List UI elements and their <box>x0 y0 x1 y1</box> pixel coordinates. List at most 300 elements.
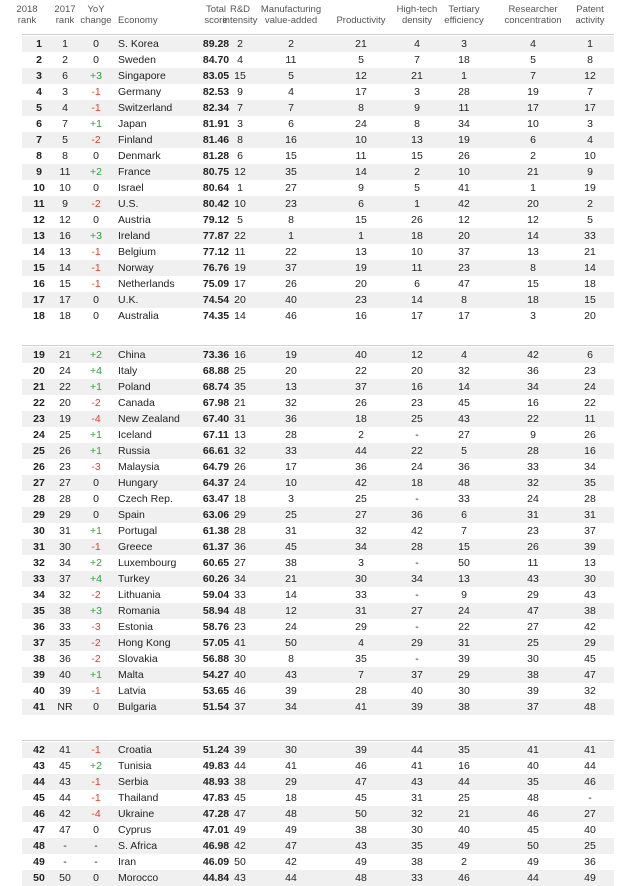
cell-manufacturing-value-added: 49 <box>285 824 297 836</box>
cell-total-score: 64.79 <box>202 461 230 473</box>
cell-tertiary-efficiency: 21 <box>458 808 470 820</box>
cell-yoy-change: 0 <box>93 872 99 884</box>
cell-rank-2017: 14 <box>59 262 71 274</box>
cell-patent-activity: 49 <box>584 872 596 884</box>
table-row <box>22 491 614 507</box>
cell-rank-2017: - <box>63 840 67 852</box>
cell-tertiary-efficiency: 28 <box>458 86 470 98</box>
header-economy-line2: Economy <box>118 15 158 26</box>
cell-manufacturing-value-added: 32 <box>285 397 297 409</box>
cell-yoy-change: +1 <box>90 118 102 130</box>
cell-researcher-concentration: 40 <box>527 760 539 772</box>
cell-patent-activity: 13 <box>584 557 596 569</box>
cell-rank-2017: 16 <box>59 230 71 242</box>
header-tertiary-efficiency-line2: efficiency <box>444 15 484 26</box>
header-total-score-line2: score <box>204 15 228 26</box>
cell-patent-activity: 29 <box>584 637 596 649</box>
cell-economy: Denmark <box>118 150 161 162</box>
cell-economy: Singapore <box>118 70 166 82</box>
cell-high-tech-density: 38 <box>411 856 423 868</box>
cell-researcher-concentration: 30 <box>527 653 539 665</box>
cell-rd-intensity: 33 <box>234 589 246 601</box>
cell-patent-activity: 45 <box>584 653 596 665</box>
cell-economy: Japan <box>118 118 147 130</box>
cell-rd-intensity: 46 <box>234 685 246 697</box>
cell-economy: U.K. <box>118 294 139 306</box>
cell-economy: Canada <box>118 397 155 409</box>
cell-rank-2017: 37 <box>59 573 71 585</box>
cell-manufacturing-value-added: 8 <box>288 214 294 226</box>
cell-researcher-concentration: 1 <box>530 182 536 194</box>
cell-tertiary-efficiency: 24 <box>458 605 470 617</box>
cell-rank-2017: 28 <box>59 493 71 505</box>
cell-rank-2017: 9 <box>62 198 68 210</box>
cell-rank-2017: 10 <box>59 182 71 194</box>
cell-rank-2017: 19 <box>59 413 71 425</box>
cell-economy: Cyprus <box>118 824 152 836</box>
cell-patent-activity: 3 <box>587 118 593 130</box>
cell-yoy-change: 0 <box>93 493 99 505</box>
cell-patent-activity: 47 <box>584 669 596 681</box>
cell-high-tech-density: - <box>415 621 419 633</box>
cell-patent-activity: 37 <box>584 525 596 537</box>
cell-tertiary-efficiency: 27 <box>458 429 470 441</box>
cell-rank-2017: 18 <box>59 310 71 322</box>
cell-rd-intensity: 32 <box>234 445 246 457</box>
cell-rd-intensity: 10 <box>234 198 246 210</box>
header-researcher-concentration-line2: concentration <box>504 15 562 26</box>
cell-rd-intensity: 35 <box>234 381 246 393</box>
cell-productivity: 40 <box>355 349 367 361</box>
cell-rank-2017: 4 <box>62 102 68 114</box>
cell-rd-intensity: 21 <box>234 397 246 409</box>
cell-rd-intensity: 6 <box>237 150 243 162</box>
cell-productivity: 48 <box>355 872 367 884</box>
cell-rank-2017: 36 <box>59 653 71 665</box>
cell-productivity: 27 <box>355 509 367 521</box>
cell-researcher-concentration: 49 <box>527 856 539 868</box>
cell-total-score: 51.54 <box>202 701 230 713</box>
cell-rank-2017: 20 <box>59 397 71 409</box>
cell-total-score: 47.28 <box>202 808 230 820</box>
table-row <box>22 196 614 212</box>
cell-total-score: 80.75 <box>202 166 230 178</box>
cell-rank-2018: 2 <box>36 54 42 66</box>
cell-rank-2018: 47 <box>33 824 45 836</box>
cell-tertiary-efficiency: 44 <box>458 776 470 788</box>
cell-manufacturing-value-added: 37 <box>285 262 297 274</box>
cell-researcher-concentration: 35 <box>527 776 539 788</box>
cell-economy: Finland <box>118 134 153 146</box>
cell-manufacturing-value-added: 8 <box>288 653 294 665</box>
cell-rank-2018: 18 <box>33 310 45 322</box>
cell-researcher-concentration: 47 <box>527 605 539 617</box>
cell-researcher-concentration: 18 <box>527 294 539 306</box>
cell-rank-2017: 32 <box>59 589 71 601</box>
table-row <box>22 100 614 116</box>
table-row <box>22 838 614 854</box>
cell-rd-intensity: 44 <box>234 760 246 772</box>
cell-tertiary-efficiency: 49 <box>458 840 470 852</box>
cell-high-tech-density: - <box>415 557 419 569</box>
cell-researcher-concentration: 32 <box>527 477 539 489</box>
cell-economy: Russia <box>118 445 151 457</box>
cell-high-tech-density: 40 <box>411 685 423 697</box>
cell-productivity: 2 <box>358 429 364 441</box>
cell-patent-activity: 42 <box>584 621 596 633</box>
cell-productivity: 44 <box>355 445 367 457</box>
cell-manufacturing-value-added: 17 <box>285 461 297 473</box>
cell-rd-intensity: 30 <box>234 653 246 665</box>
cell-yoy-change: 0 <box>93 701 99 713</box>
cell-manufacturing-value-added: 44 <box>285 872 297 884</box>
cell-high-tech-density: 33 <box>411 872 423 884</box>
table-row <box>22 507 614 523</box>
cell-rank-2018: 6 <box>36 118 42 130</box>
cell-rank-2018: 43 <box>33 760 45 772</box>
cell-rank-2018: 15 <box>33 262 45 274</box>
cell-productivity: 1 <box>358 230 364 242</box>
cell-economy: Thailand <box>118 792 159 804</box>
cell-productivity: 32 <box>355 525 367 537</box>
table-row <box>22 790 614 806</box>
cell-patent-activity: 22 <box>584 397 596 409</box>
cell-manufacturing-value-added: 23 <box>285 198 297 210</box>
cell-rank-2017: 41 <box>59 744 71 756</box>
cell-economy: Iran <box>118 856 137 868</box>
table-row <box>22 683 614 699</box>
cell-total-score: 63.06 <box>202 509 230 521</box>
cell-patent-activity: 40 <box>584 824 596 836</box>
cell-patent-activity: 4 <box>587 134 593 146</box>
cell-rank-2017: 42 <box>59 808 71 820</box>
cell-productivity: 29 <box>355 621 367 633</box>
cell-yoy-change: +1 <box>90 525 102 537</box>
cell-high-tech-density: 25 <box>411 413 423 425</box>
cell-rd-intensity: 23 <box>234 621 246 633</box>
cell-rd-intensity: 15 <box>234 70 246 82</box>
cell-rd-intensity: 39 <box>234 744 246 756</box>
cell-researcher-concentration: 33 <box>527 461 539 473</box>
cell-researcher-concentration: 9 <box>530 429 536 441</box>
cell-patent-activity: 2 <box>587 198 593 210</box>
cell-rank-2018: 26 <box>33 461 45 473</box>
cell-productivity: 24 <box>355 118 367 130</box>
cell-rd-intensity: 42 <box>234 840 246 852</box>
cell-rank-2018: 35 <box>33 605 45 617</box>
cell-productivity: 10 <box>355 134 367 146</box>
cell-productivity: 17 <box>355 86 367 98</box>
cell-tertiary-efficiency: 39 <box>458 653 470 665</box>
cell-high-tech-density: 14 <box>411 294 423 306</box>
cell-economy: Ireland <box>118 230 151 242</box>
cell-rank-2017: 1 <box>62 38 68 50</box>
cell-high-tech-density: 20 <box>411 365 423 377</box>
table-row <box>22 555 614 571</box>
cell-manufacturing-value-added: 2 <box>288 38 294 50</box>
cell-economy: Latvia <box>118 685 147 697</box>
cell-rd-intensity: 37 <box>234 701 246 713</box>
cell-total-score: 68.88 <box>202 365 230 377</box>
cell-tertiary-efficiency: 4 <box>461 349 467 361</box>
cell-productivity: 35 <box>355 653 367 665</box>
cell-economy: Turkey <box>118 573 150 585</box>
cell-tertiary-efficiency: 30 <box>458 685 470 697</box>
cell-patent-activity: 27 <box>584 808 596 820</box>
cell-manufacturing-value-added: 27 <box>285 182 297 194</box>
cell-researcher-concentration: 24 <box>527 493 539 505</box>
cell-tertiary-efficiency: 25 <box>458 792 470 804</box>
cell-manufacturing-value-added: 4 <box>288 86 294 98</box>
cell-patent-activity: 9 <box>587 166 593 178</box>
cell-yoy-change: +2 <box>90 557 102 569</box>
table-row <box>22 148 614 164</box>
cell-total-score: 47.01 <box>202 824 230 836</box>
cell-rd-intensity: 1 <box>237 182 243 194</box>
cell-total-score: 77.87 <box>202 230 230 242</box>
cell-patent-activity: 33 <box>584 230 596 242</box>
cell-rank-2017: NR <box>57 701 73 713</box>
cell-total-score: 63.47 <box>202 493 230 505</box>
cell-rank-2018: 50 <box>33 872 45 884</box>
cell-rank-2018: 24 <box>33 429 45 441</box>
cell-total-score: 54.27 <box>202 669 230 681</box>
cell-total-score: 80.64 <box>202 182 230 194</box>
table-row <box>22 619 614 635</box>
cell-high-tech-density: - <box>415 589 419 601</box>
cell-tertiary-efficiency: 9 <box>461 589 467 601</box>
cell-rank-2018: 37 <box>33 637 45 649</box>
cell-rank-2017: 7 <box>62 118 68 130</box>
cell-rd-intensity: 49 <box>234 824 246 836</box>
cell-patent-activity: 24 <box>584 381 596 393</box>
cell-yoy-change: +1 <box>90 429 102 441</box>
cell-rd-intensity: 34 <box>234 573 246 585</box>
cell-manufacturing-value-added: 10 <box>285 477 297 489</box>
table-row <box>22 822 614 838</box>
cell-manufacturing-value-added: 42 <box>285 856 297 868</box>
header-rd-intensity-line1: R&D <box>229 4 251 15</box>
cell-total-score: 83.05 <box>202 70 230 82</box>
cell-productivity: 18 <box>355 413 367 425</box>
cell-rank-2018: 44 <box>33 776 45 788</box>
cell-total-score: 75.09 <box>202 278 230 290</box>
table-row <box>22 699 614 715</box>
cell-rank-2017: 45 <box>59 760 71 772</box>
cell-manufacturing-value-added: 7 <box>288 102 294 114</box>
table-row <box>22 651 614 667</box>
table-row <box>22 571 614 587</box>
cell-economy: Tunisia <box>118 760 152 772</box>
cell-tertiary-efficiency: 38 <box>458 701 470 713</box>
cell-economy: Bulgaria <box>118 701 157 713</box>
header-rank-2017-line2: rank <box>55 15 75 26</box>
cell-productivity: 15 <box>355 214 367 226</box>
cell-total-score: 60.26 <box>202 573 230 585</box>
table-row <box>22 52 614 68</box>
cell-tertiary-efficiency: 47 <box>458 278 470 290</box>
cell-tertiary-efficiency: 13 <box>458 573 470 585</box>
cell-high-tech-density: 30 <box>411 824 423 836</box>
cell-tertiary-efficiency: 20 <box>458 230 470 242</box>
cell-rd-intensity: 28 <box>234 525 246 537</box>
cell-total-score: 73.36 <box>202 349 230 361</box>
cell-total-score: 67.98 <box>202 397 230 409</box>
cell-rd-intensity: 43 <box>234 872 246 884</box>
table-row <box>22 68 614 84</box>
cell-rank-2017: 21 <box>59 349 71 361</box>
table-row <box>22 635 614 651</box>
cell-rank-2017: 12 <box>59 214 71 226</box>
cell-total-score: 68.74 <box>202 381 230 393</box>
cell-productivity: 28 <box>355 685 367 697</box>
cell-rank-2018: 8 <box>36 150 42 162</box>
cell-rd-intensity: 4 <box>237 54 243 66</box>
cell-manufacturing-value-added: 29 <box>285 776 297 788</box>
cell-economy: France <box>118 166 151 178</box>
cell-patent-activity: 14 <box>584 262 596 274</box>
cell-researcher-concentration: 23 <box>527 525 539 537</box>
cell-total-score: 64.37 <box>202 477 230 489</box>
cell-rank-2018: 7 <box>36 134 42 146</box>
cell-yoy-change: -4 <box>91 413 101 425</box>
cell-tertiary-efficiency: 3 <box>461 38 467 50</box>
cell-tertiary-efficiency: 1 <box>461 70 467 82</box>
table-row <box>22 806 614 822</box>
table-row <box>22 411 614 427</box>
cell-total-score: 67.11 <box>203 429 229 441</box>
cell-yoy-change: -4 <box>91 808 101 820</box>
table-row <box>22 459 614 475</box>
cell-yoy-change: 0 <box>93 214 99 226</box>
cell-rd-intensity: 47 <box>234 808 246 820</box>
cell-researcher-concentration: 45 <box>527 824 539 836</box>
cell-productivity: 26 <box>355 397 367 409</box>
cell-rank-2018: 36 <box>33 621 45 633</box>
table-row <box>22 276 614 292</box>
cell-manufacturing-value-added: 25 <box>285 509 297 521</box>
cell-productivity: 3 <box>358 557 364 569</box>
cell-yoy-change: 0 <box>93 509 99 521</box>
table-row <box>22 443 614 459</box>
cell-manufacturing-value-added: 13 <box>285 381 297 393</box>
cell-rank-2018: 32 <box>33 557 45 569</box>
cell-rank-2017: 2 <box>62 54 68 66</box>
cell-yoy-change: +1 <box>90 669 102 681</box>
cell-researcher-concentration: 5 <box>530 54 536 66</box>
cell-productivity: 9 <box>358 182 364 194</box>
cell-economy: Lithuania <box>118 589 161 601</box>
cell-tertiary-efficiency: 23 <box>458 262 470 274</box>
cell-productivity: 50 <box>355 808 367 820</box>
cell-yoy-change: -1 <box>91 685 101 697</box>
table-row <box>22 212 614 228</box>
cell-yoy-change: -1 <box>91 541 101 553</box>
cell-researcher-concentration: 8 <box>530 262 536 274</box>
cell-researcher-concentration: 27 <box>527 621 539 633</box>
cell-researcher-concentration: 15 <box>527 278 539 290</box>
cell-rank-2017: 34 <box>59 557 71 569</box>
cell-economy: Hong Kong <box>118 637 171 649</box>
cell-yoy-change: -1 <box>91 262 101 274</box>
cell-researcher-concentration: 12 <box>527 214 539 226</box>
header-rank-2018-line1: 2018 <box>16 4 38 15</box>
cell-manufacturing-value-added: 3 <box>288 493 294 505</box>
cell-rd-intensity: 9 <box>237 86 243 98</box>
cell-manufacturing-value-added: 21 <box>285 573 297 585</box>
header-manufacturing-value-added-line2: value-added <box>264 15 318 26</box>
cell-researcher-concentration: 38 <box>527 669 539 681</box>
cell-high-tech-density: 17 <box>411 310 423 322</box>
cell-rd-intensity: 22 <box>234 230 246 242</box>
cell-manufacturing-value-added: 48 <box>285 808 297 820</box>
cell-patent-activity: 16 <box>584 445 596 457</box>
cell-high-tech-density: 10 <box>411 246 423 258</box>
cell-tertiary-efficiency: 34 <box>458 118 470 130</box>
cell-high-tech-density: - <box>415 429 419 441</box>
cell-manufacturing-value-added: 16 <box>285 134 297 146</box>
cell-rank-2018: 11 <box>33 198 45 210</box>
cell-rank-2018: 42 <box>33 744 45 756</box>
cell-researcher-concentration: 11 <box>527 557 539 569</box>
cell-total-score: 61.37 <box>202 541 230 553</box>
table-row <box>22 523 614 539</box>
cell-rank-2018: 22 <box>33 397 45 409</box>
cell-rank-2017: 50 <box>59 872 71 884</box>
cell-high-tech-density: 29 <box>411 637 423 649</box>
cell-productivity: 30 <box>355 573 367 585</box>
cell-high-tech-density: 31 <box>411 792 423 804</box>
cell-researcher-concentration: 48 <box>527 792 539 804</box>
cell-rank-2018: 16 <box>33 278 45 290</box>
cell-high-tech-density: 12 <box>411 349 423 361</box>
cell-manufacturing-value-added: 41 <box>285 760 297 772</box>
cell-high-tech-density: 32 <box>411 808 423 820</box>
cell-yoy-change: 0 <box>93 294 99 306</box>
header-manufacturing-value-added-line1: Manufacturing <box>260 4 322 15</box>
cell-researcher-concentration: 19 <box>527 86 539 98</box>
cell-high-tech-density: 41 <box>411 760 423 772</box>
cell-patent-activity: 6 <box>587 349 593 361</box>
table-row <box>22 36 614 52</box>
table-row <box>22 742 614 758</box>
cell-yoy-change: 0 <box>93 824 99 836</box>
cell-productivity: 7 <box>358 669 364 681</box>
cell-rd-intensity: 29 <box>234 509 246 521</box>
cell-tertiary-efficiency: 26 <box>458 150 470 162</box>
cell-yoy-change: 0 <box>93 54 99 66</box>
cell-yoy-change: +2 <box>90 760 102 772</box>
cell-productivity: 46 <box>355 760 367 772</box>
cell-total-score: 46.09 <box>202 856 230 868</box>
cell-economy: Austria <box>118 214 151 226</box>
cell-rank-2017: 5 <box>62 134 68 146</box>
cell-rd-intensity: 20 <box>234 294 246 306</box>
header-rank-2018-line2: rank <box>17 15 37 26</box>
cell-economy: New Zealand <box>118 413 180 425</box>
cell-patent-activity: 32 <box>584 685 596 697</box>
cell-tertiary-efficiency: 48 <box>458 477 470 489</box>
cell-researcher-concentration: 42 <box>527 349 539 361</box>
cell-tertiary-efficiency: 2 <box>461 856 467 868</box>
cell-rank-2017: 38 <box>59 605 71 617</box>
cell-rank-2017: 39 <box>59 685 71 697</box>
cell-researcher-concentration: 3 <box>530 310 536 322</box>
cell-total-score: 44.84 <box>202 872 230 884</box>
cell-yoy-change: -2 <box>91 589 101 601</box>
cell-patent-activity: - <box>588 792 592 804</box>
header-yoy-change-line2: change <box>80 15 112 26</box>
